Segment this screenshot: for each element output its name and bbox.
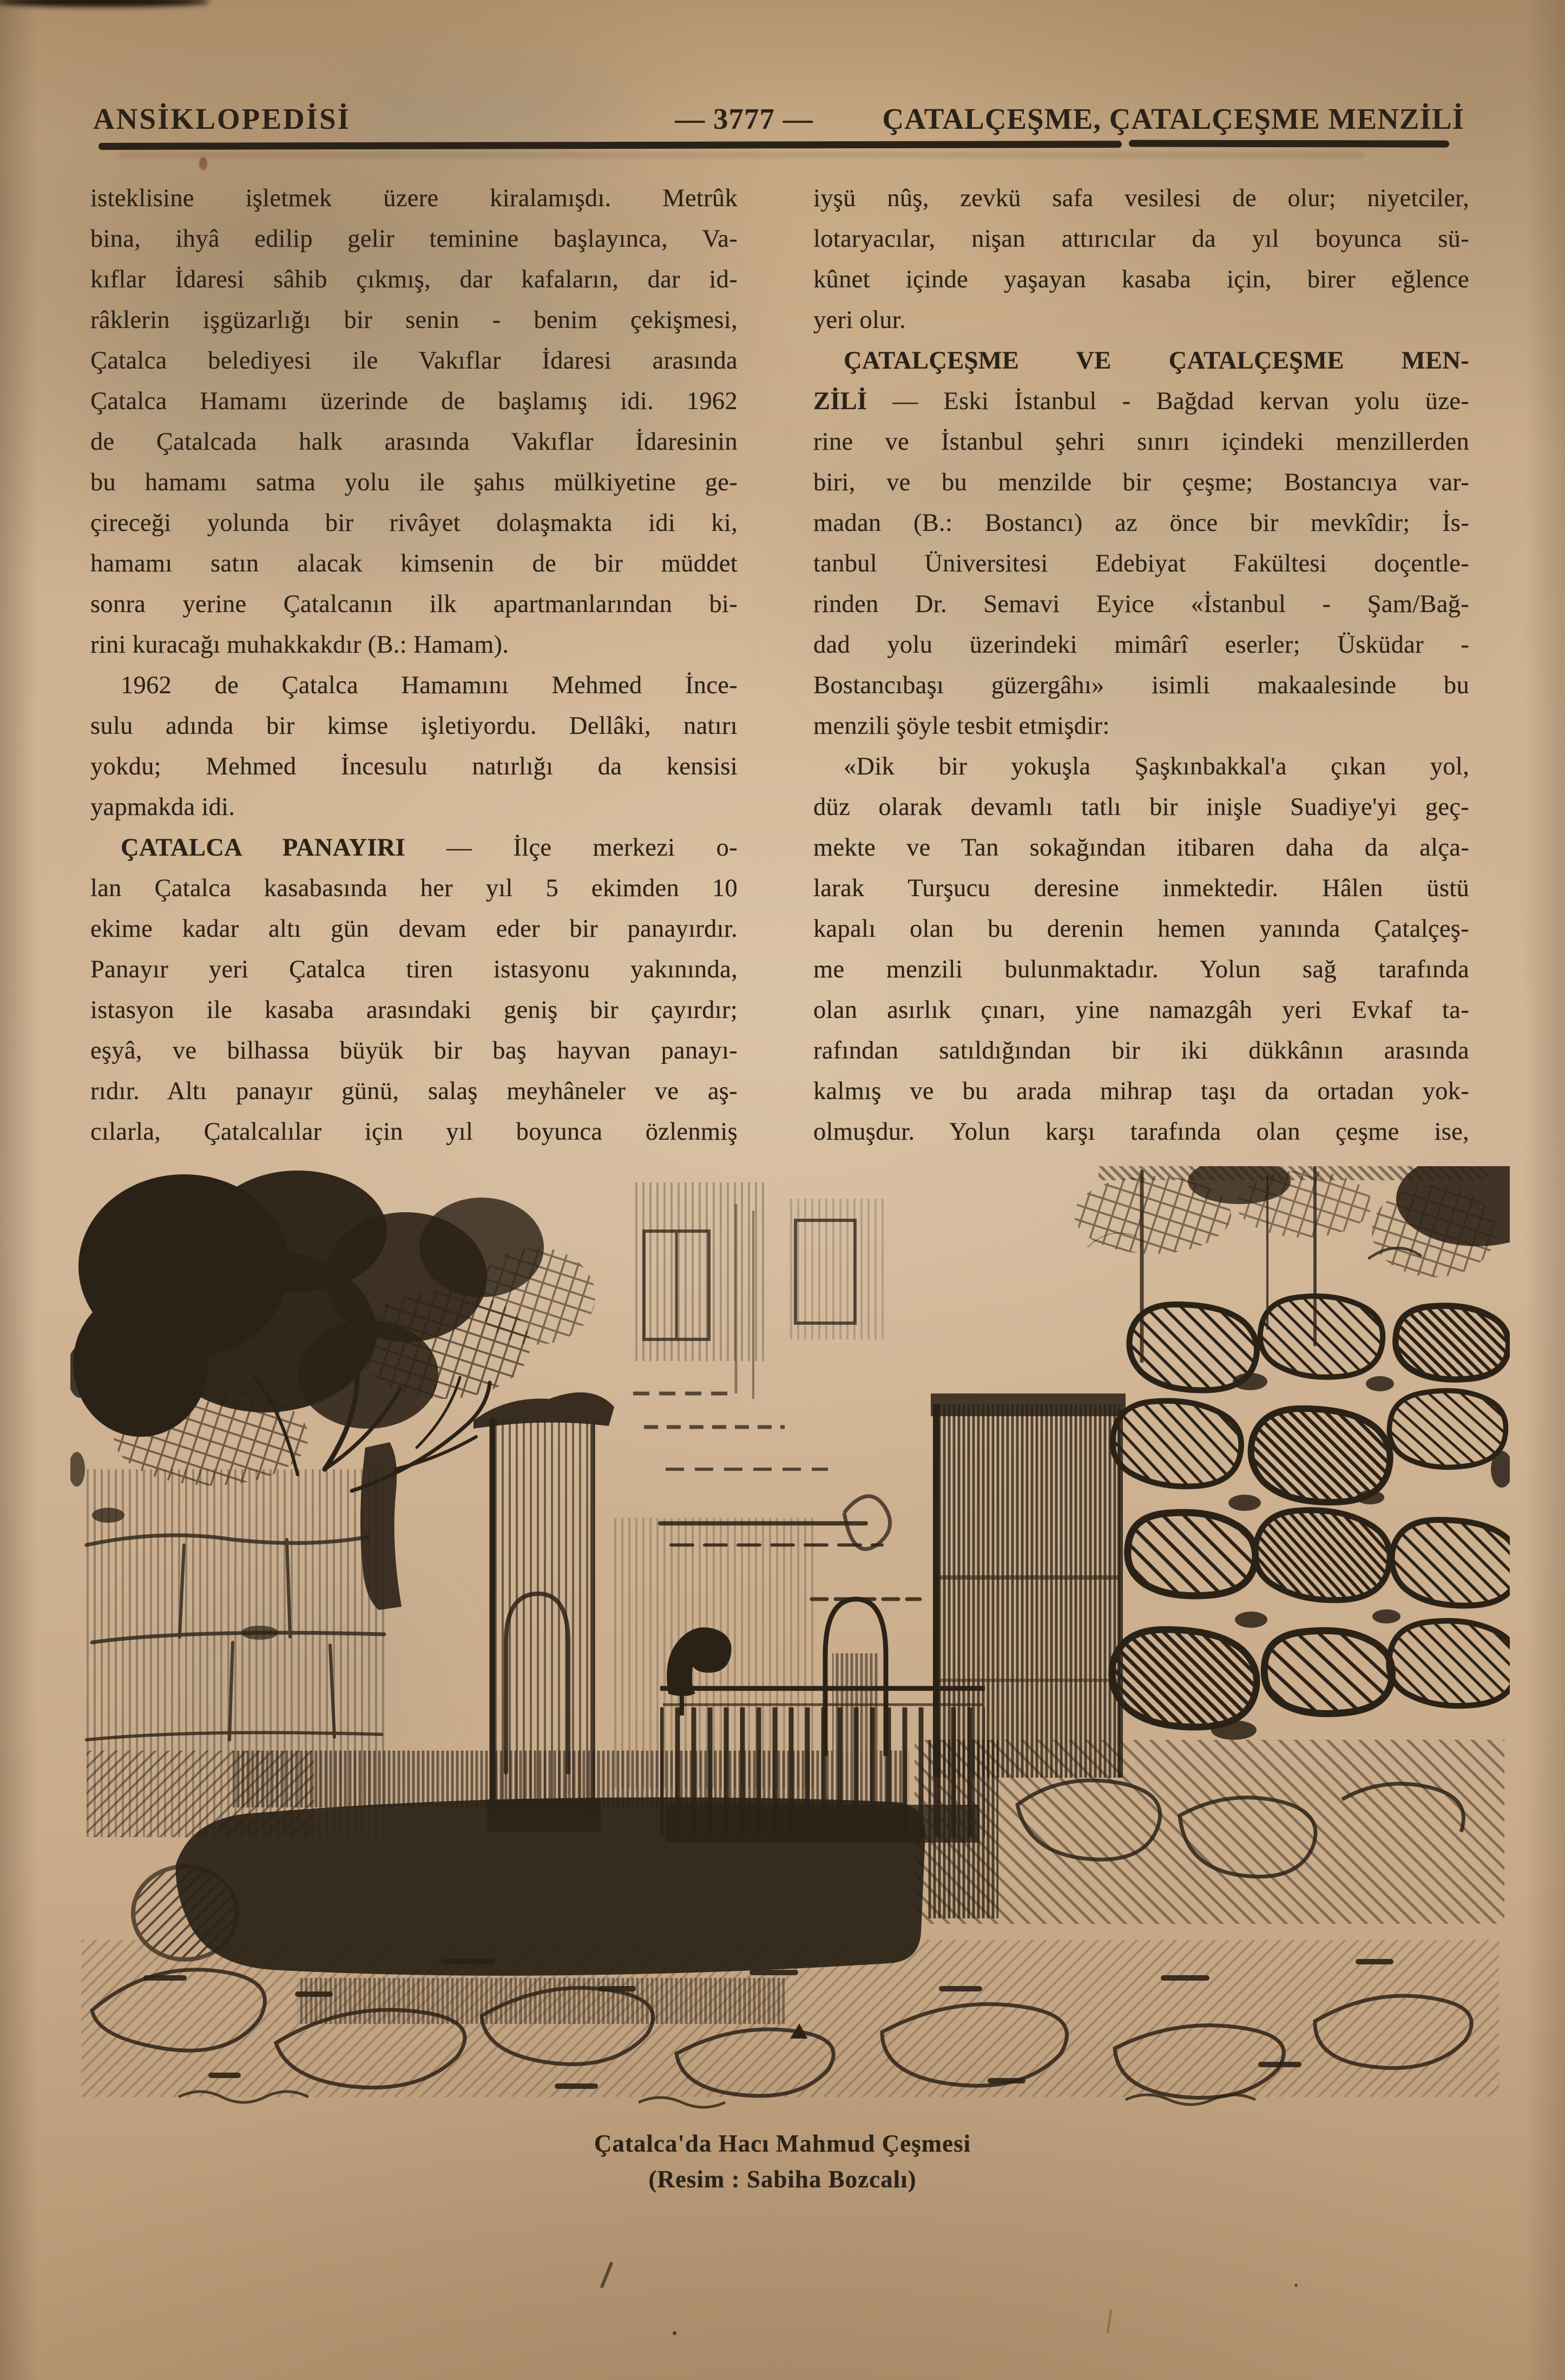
- text-line: lotaryacılar, nişan attırıcılar da yıl boyunca sü-: [813, 225, 1469, 253]
- text-line: rıdır. Altı panayır günü, salaş meyhâneler ve aş-: [90, 1077, 738, 1105]
- publication-title: ANSİKLOPEDİSİ: [93, 102, 351, 135]
- text-line: iyşü nûş, zevkü safa vesilesi de olur; niyetciler,: [813, 185, 1469, 212]
- fountain-illustration: [70, 1166, 1510, 2119]
- caption-title: Çatalca'da Hacı Mahmud Çeşmesi: [594, 2130, 971, 2157]
- text-line: dad yolu üzerindeki mimârî eserler; Üsküdar -: [813, 631, 1469, 659]
- text-line: rinden Dr. Semavi Eyice «İstanbul - Şam/Bağ-: [813, 590, 1469, 618]
- text-line: ÇATALCA PANAYIRI — İlçe merkezi o-: [121, 834, 738, 862]
- text-line: kûnet içinde yaşayan kasaba için, birer eğlence: [813, 266, 1469, 293]
- text-line: bina, ihyâ edilip gelir teminine başlayınca, Va-: [90, 225, 738, 253]
- text-line: lan Çatalca kasabasında her yıl 5 ekimden 10: [90, 875, 738, 902]
- text-line: larak Turşucu deresine inmektedir. Hâlen üstü: [813, 875, 1469, 902]
- right-foreground: [915, 1740, 1504, 1924]
- page-number: — 3777 —: [675, 102, 813, 135]
- header-rule-right-segment: [1129, 140, 1449, 147]
- scan-edge-streak: [0, 0, 210, 7]
- running-title: ÇATALÇEŞME, ÇATALÇEŞME MENZİLİ: [882, 102, 1464, 135]
- paper-fiber: [1107, 2310, 1112, 2333]
- text-line: Çatalca belediyesi ile Vakıflar İdaresi arasında: [90, 347, 738, 374]
- header-rule-shadow: [119, 153, 1364, 157]
- text-line: çireceği yolunda bir rivâyet dolaşmakta idi ki,: [90, 509, 738, 537]
- text-line: me menzili bulunmaktadır. Yolun sağ tarafında: [813, 956, 1469, 983]
- text-line: yokdu; Mehmed İncesulu natırlığı da kensisi: [90, 753, 738, 780]
- text-column-right: [813, 178, 1469, 1152]
- text-line: olan asırlık çınarı, yine namazgâh yeri Evkaf ta-: [813, 996, 1469, 1024]
- rocky-foreground: [81, 1940, 1499, 2107]
- text-line: cılarla, Çatalcalılar için yıl boyunca özlenmiş: [90, 1118, 738, 1146]
- text-line: râklerin işgüzarlığı bir senin - benim çekişmesi,: [90, 306, 738, 334]
- text-line: tanbul Üniversitesi Edebiyat Fakültesi doçentle-: [813, 550, 1469, 577]
- text-line: kapalı olan bu derenin hemen yanında Çatalçeş-: [813, 915, 1469, 943]
- text-line: kalmış ve bu arada mihrap taşı da ortadan yok-: [813, 1077, 1469, 1105]
- text-line: ekime kadar altı gün devam eder bir panayırdır.: [90, 915, 738, 943]
- text-line: de Çatalcada halk arasında Vakıflar İdaresinin: [90, 428, 738, 456]
- text-line: isteklisine işletmek üzere kiralamışdı. Metrûk: [90, 185, 738, 212]
- ink-speck: [199, 157, 207, 170]
- text-line: bu hamamı satma yolu ile şahıs mülkiyetine ge-: [90, 469, 738, 496]
- text-line: yapmakda idi.: [90, 793, 235, 821]
- text-line: biri, ve bu menzilde bir çeşme; Bostancıya var-: [813, 469, 1469, 496]
- text-line: mekte ve Tan sokağından itibaren daha da alça-: [813, 834, 1469, 862]
- text-line: istasyon ile kasaba arasındaki geniş bir çayırdır;: [90, 996, 738, 1024]
- striped-column: [931, 1393, 1126, 1778]
- text-line: madan (B.: Bostancı) az önce bir mevkîdir; İs-: [813, 509, 1469, 537]
- text-column-left: [90, 178, 738, 1152]
- text-line: eşyâ, ve bilhassa büyük bir baş hayvan panayı-: [90, 1037, 738, 1064]
- text-line: ZİLİ — Eski İstanbul - Bağdad kervan yolu üze-: [813, 387, 1469, 415]
- text-line: menzili şöyle tesbit etmişdir:: [813, 712, 1110, 740]
- text-line: Panayır yeri Çatalca tiren istasyonu yakınında,: [90, 956, 738, 983]
- text-line: kıflar İdaresi sâhib çıkmış, dar kafaların, dar id-: [90, 266, 738, 293]
- text-line: ÇATALÇEŞME VE ÇATALÇEŞME MEN-: [844, 347, 1469, 374]
- text-line: Bostancıbaşı güzergâhı» isimli makaalesinde bu: [813, 672, 1469, 699]
- stone-wall: [1111, 1296, 1510, 1727]
- text-line: yeri olur.: [813, 306, 906, 334]
- stray-pen-mark: [600, 2261, 613, 2289]
- text-line: hamamı satın alacak kimsenin de bir müddet: [90, 550, 738, 577]
- text-line: rafından satıldığından bir iki dükkânın arasında: [813, 1037, 1469, 1064]
- text-line: düz olarak devamlı tatlı bir inişle Suadiye'yi geç-: [813, 793, 1469, 821]
- text-line: olmuşdur. Yolun karşı tarafında olan çeşme ise,: [813, 1118, 1469, 1146]
- illustration-caption: [0, 2126, 1565, 2197]
- text-line: sonra yerine Çatalcanın ilk apartmanlarından bi-: [90, 590, 738, 618]
- header-rule-left-segment: [98, 141, 1122, 150]
- background-buildings: [633, 1182, 890, 1549]
- caption-credit: (Resim : Sabiha Bozcalı): [648, 2166, 917, 2193]
- ink-speck: [1294, 2284, 1298, 2287]
- text-line: 1962 de Çatalca Hamamını Mehmed İnce-: [121, 672, 738, 699]
- text-line: sulu adında bir kimse işletiyordu. Dellâki, natırı: [90, 712, 738, 740]
- ink-speck: [673, 2331, 676, 2335]
- text-line: rine ve İstanbul şehri sınırı içindeki menzillerden: [813, 428, 1469, 456]
- text-line: rini kuracağı muhakkakdır (B.: Hamam).: [90, 631, 509, 659]
- text-line: «Dik bir yokuşla Şaşkınbakkal'a çıkan yol,: [844, 753, 1469, 780]
- text-line: Çatalca Hamamı üzerinde de başlamış idi. 1962: [90, 387, 738, 415]
